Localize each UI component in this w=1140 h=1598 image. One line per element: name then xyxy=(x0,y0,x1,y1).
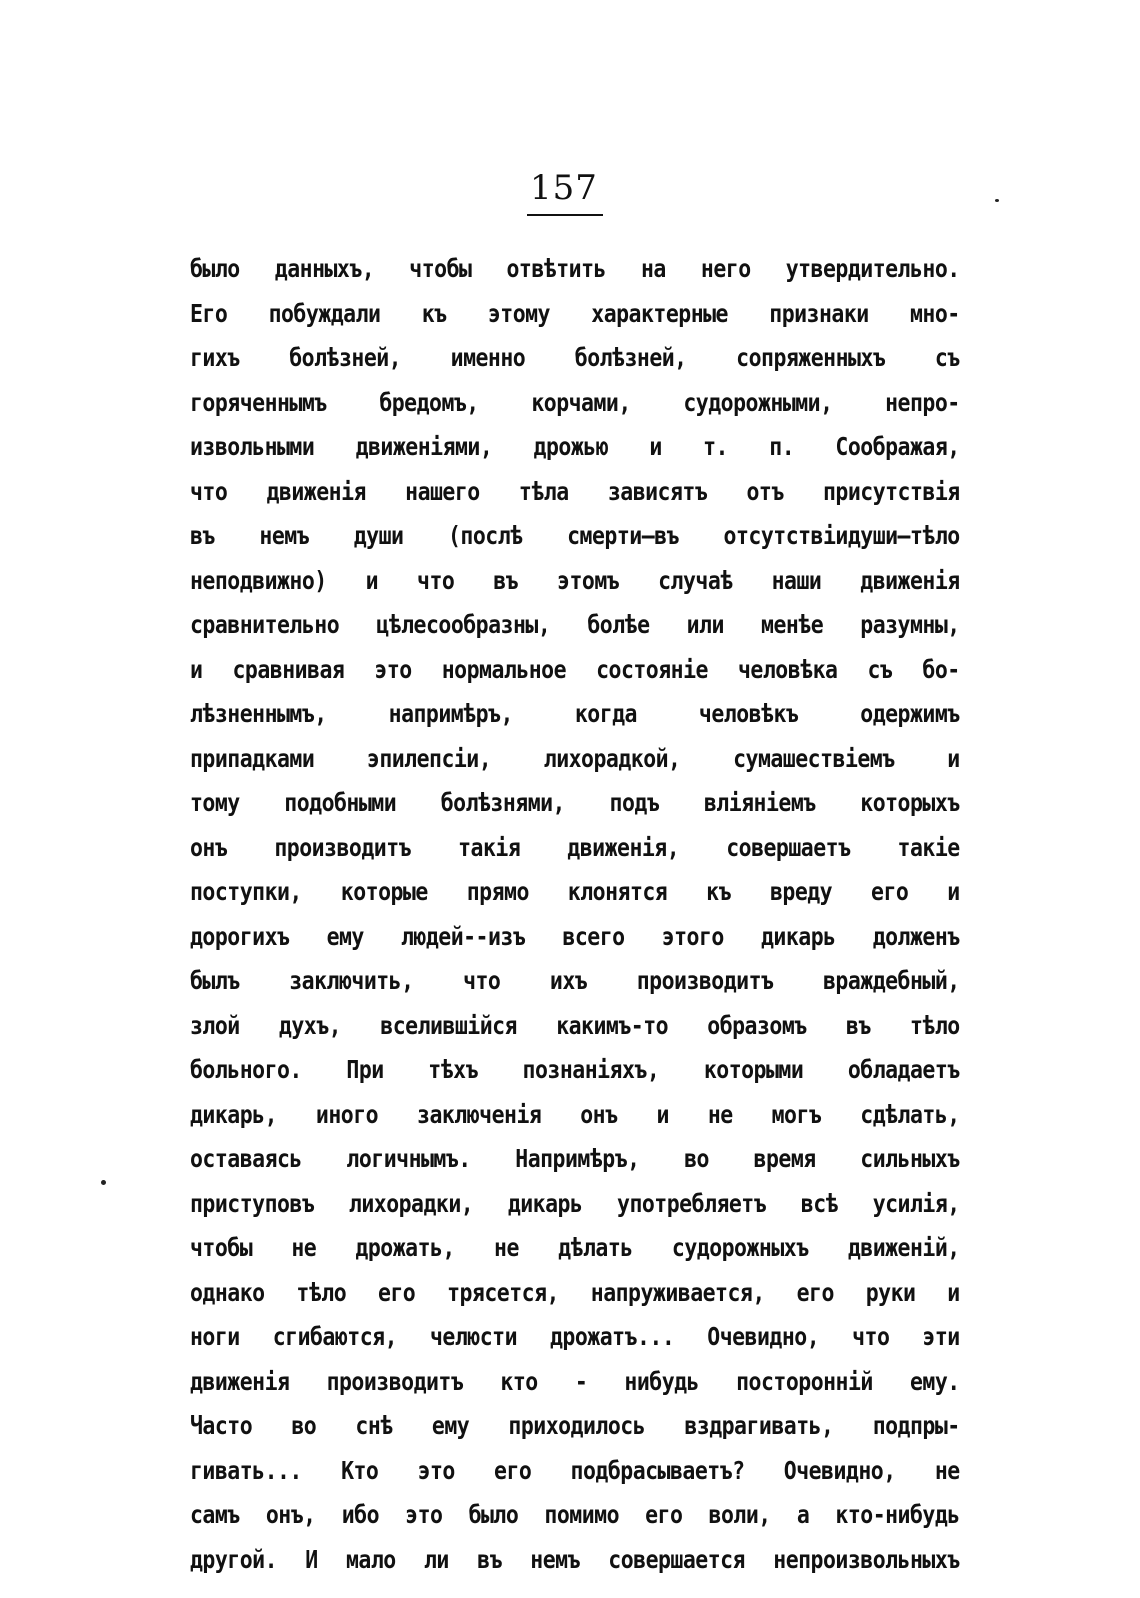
text-line: сравнительно цѣлесообразны, болѣе или менѣе разумны, xyxy=(190,610,960,639)
text-line: злой духъ, вселившійся какимъ-то образомъ въ тѣло xyxy=(190,1010,960,1040)
body-text xyxy=(190,247,960,1582)
text-line: однако тѣло его трясется, напруживается, его руки и xyxy=(190,1277,960,1307)
text-line: былъ заключить, что ихъ производитъ враждебный, xyxy=(190,966,960,995)
text-line: дикарь, иного заключенія онъ и не могъ сдѣлать, xyxy=(190,1099,960,1129)
page-number: 157 xyxy=(530,168,598,208)
page-number-rule xyxy=(527,214,603,216)
text-line: Его побуждали къ этому характерные признаки мно- xyxy=(190,298,960,328)
scan-speck xyxy=(995,199,999,202)
text-line: другой. И мало ли въ немъ совершается непроизвольныхъ xyxy=(190,1544,960,1574)
text-line: неподвижно) и что въ этомъ случаѣ наши движенія xyxy=(190,565,960,595)
text-line: и сравнивая это нормальное состояніе человѣка съ бо- xyxy=(190,654,960,684)
scan-speck xyxy=(101,1180,106,1185)
text-line: больного. При тѣхъ познаніяхъ, которыми обладаетъ xyxy=(190,1055,960,1084)
text-line: движенія производитъ кто - нибудь посторонній ему. xyxy=(190,1366,960,1396)
text-line: гихъ болѣзней, именно болѣзней, сопряженныхъ съ xyxy=(190,343,960,372)
text-line: оставаясь логичнымъ. Напримѣръ, во время сильныхъ xyxy=(190,1144,960,1173)
text-line: было данныхъ, чтобы отвѣтить на него утвердительно. xyxy=(190,254,960,283)
text-line: лѣзненнымъ, напримѣръ, когда человѣкъ одержимъ xyxy=(190,699,960,728)
text-line: гивать... Кто это его подбрасываетъ? Очевидно, не xyxy=(190,1455,960,1485)
text-line: припадками эпилепсіи, лихорадкой, сумашествіемъ и xyxy=(190,743,960,773)
text-line: чтобы не дрожать, не дѣлать судорожныхъ движеній, xyxy=(190,1233,960,1262)
text-line: дорогихъ ему людей--изъ всего этого дикарь долженъ xyxy=(190,921,960,951)
text-line: онъ производитъ такія движенія, совершаетъ такіе xyxy=(190,832,960,862)
text-line: тому подобными болѣзнями, подъ вліяніемъ которыхъ xyxy=(190,788,960,817)
text-line: ноги сгибаются, челюсти дрожатъ... Очевидно, что эти xyxy=(190,1322,960,1351)
text-line: приступовъ лихорадки, дикарь употребляетъ всѣ усилія, xyxy=(190,1188,960,1218)
text-line: что движенія нашего тѣла зависятъ отъ присутствія xyxy=(190,476,960,506)
text-line: извольными движеніями, дрожью и т. п. Соображая, xyxy=(190,432,960,461)
text-line: Часто во снѣ ему приходилось вздрагивать, подпры- xyxy=(190,1411,960,1440)
text-line: самъ онъ, ибо это было помимо его воли, а кто-нибудь xyxy=(190,1500,960,1529)
text-line: поступки, которые прямо клонятся къ вреду его и xyxy=(190,877,960,906)
text-line: горяченнымъ бредомъ, корчами, судорожными, непро- xyxy=(190,387,960,417)
text-line: въ немъ души (послѣ смерти—въ отсутствіидуши—тѣло xyxy=(190,521,960,550)
